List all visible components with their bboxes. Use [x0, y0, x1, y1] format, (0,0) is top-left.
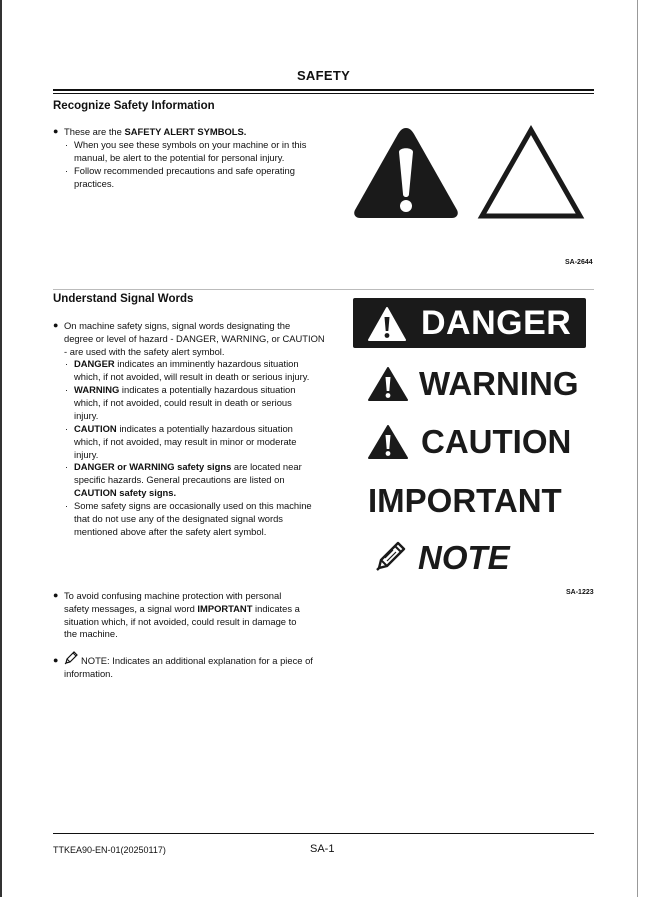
danger-sign [353, 298, 586, 348]
section-heading-signal-words: Understand Signal Words [53, 293, 194, 305]
danger-sign-text: DANGER [421, 304, 572, 342]
footer-page-number: SA-1 [310, 843, 335, 855]
sub-dash: · [65, 165, 69, 176]
title-rule-thick [53, 89, 594, 91]
page-border-right [637, 0, 638, 897]
sub-dash: · [65, 358, 69, 369]
note-definition-line2: information. [64, 668, 113, 679]
footer-rule [53, 833, 594, 834]
note-definition-line1: NOTE: Indicates an additional explanation for a piece of [81, 655, 313, 666]
important-definition: To avoid confusing machine protection with personal safety messages, a signal word IMPORTANT indicates a situation which, if not avoided, could result in damage to the machine. [64, 590, 300, 640]
alert-triangle-icon [367, 424, 409, 460]
bullet-dot: ● [53, 320, 59, 330]
warning-definition: WARNING indicates a potentially hazardous situation which, if not avoided, could result in death or serious injury. [74, 384, 296, 421]
section-heading-recognize: Recognize Safety Information [53, 100, 215, 112]
outline-alert-triangle-icon [476, 124, 586, 222]
sub-dash: · [65, 384, 69, 395]
pencil-note-icon [63, 650, 79, 666]
page-title: SAFETY [296, 68, 351, 83]
safety-signs-location: DANGER or WARNING safety signs are located near specific hazards. General precautions are listed on CAUTION safety signs. [74, 461, 302, 498]
note-sign-text: NOTE [418, 539, 510, 576]
see-symbols-text: When you see these symbols on your machine or in this manual, be alert to the potential for personal injury. [74, 139, 307, 163]
filled-alert-triangle-icon [350, 122, 462, 222]
section-divider [53, 289, 594, 290]
alert-triangle-icon [367, 366, 409, 402]
important-sign-text: IMPORTANT [368, 482, 562, 519]
alert-symbols-line: These are the SAFETY ALERT SYMBOLS. [64, 126, 247, 137]
sub-dash: · [65, 423, 69, 434]
title-rule-thin [53, 93, 594, 94]
follow-precautions-text: Follow recommended precautions and safe operating practices. [74, 165, 295, 189]
page-border-left [0, 0, 2, 897]
sub-dash: · [65, 139, 69, 150]
sub-dash: · [65, 500, 69, 511]
warning-sign-text: WARNING [419, 365, 579, 402]
caution-sign-text: CAUTION [421, 423, 572, 460]
some-signs-text: Some safety signs are occasionally used on this machine that do not use any of the designated signal words mentioned above after the safety alert symbol. [74, 500, 312, 537]
alert-triangle-icon [367, 306, 407, 342]
signal-words-intro: On machine safety signs, signal words designating the degree or level of hazard - DANGER, WARNING, or CAUTION - are used with the safety alert symbol. [64, 320, 325, 357]
pencil-note-icon [373, 538, 409, 574]
bullet-dot: ● [53, 655, 59, 665]
bullet-dot: ● [53, 126, 59, 136]
figure-label-sa-2644: SA-2644 [565, 259, 593, 266]
caution-definition: CAUTION indicates a potentially hazardous situation which, if not avoided, may result in minor or moderate injury. [74, 423, 297, 460]
sub-dash: · [65, 461, 69, 472]
figure-label-sa-1223: SA-1223 [566, 589, 594, 596]
footer-document-code: TTKEA90-EN-01(20250117) [53, 845, 166, 855]
danger-definition: DANGER indicates an imminently hazardous situation which, if not avoided, will result in death or serious injury. [74, 358, 310, 382]
bullet-dot: ● [53, 590, 59, 600]
